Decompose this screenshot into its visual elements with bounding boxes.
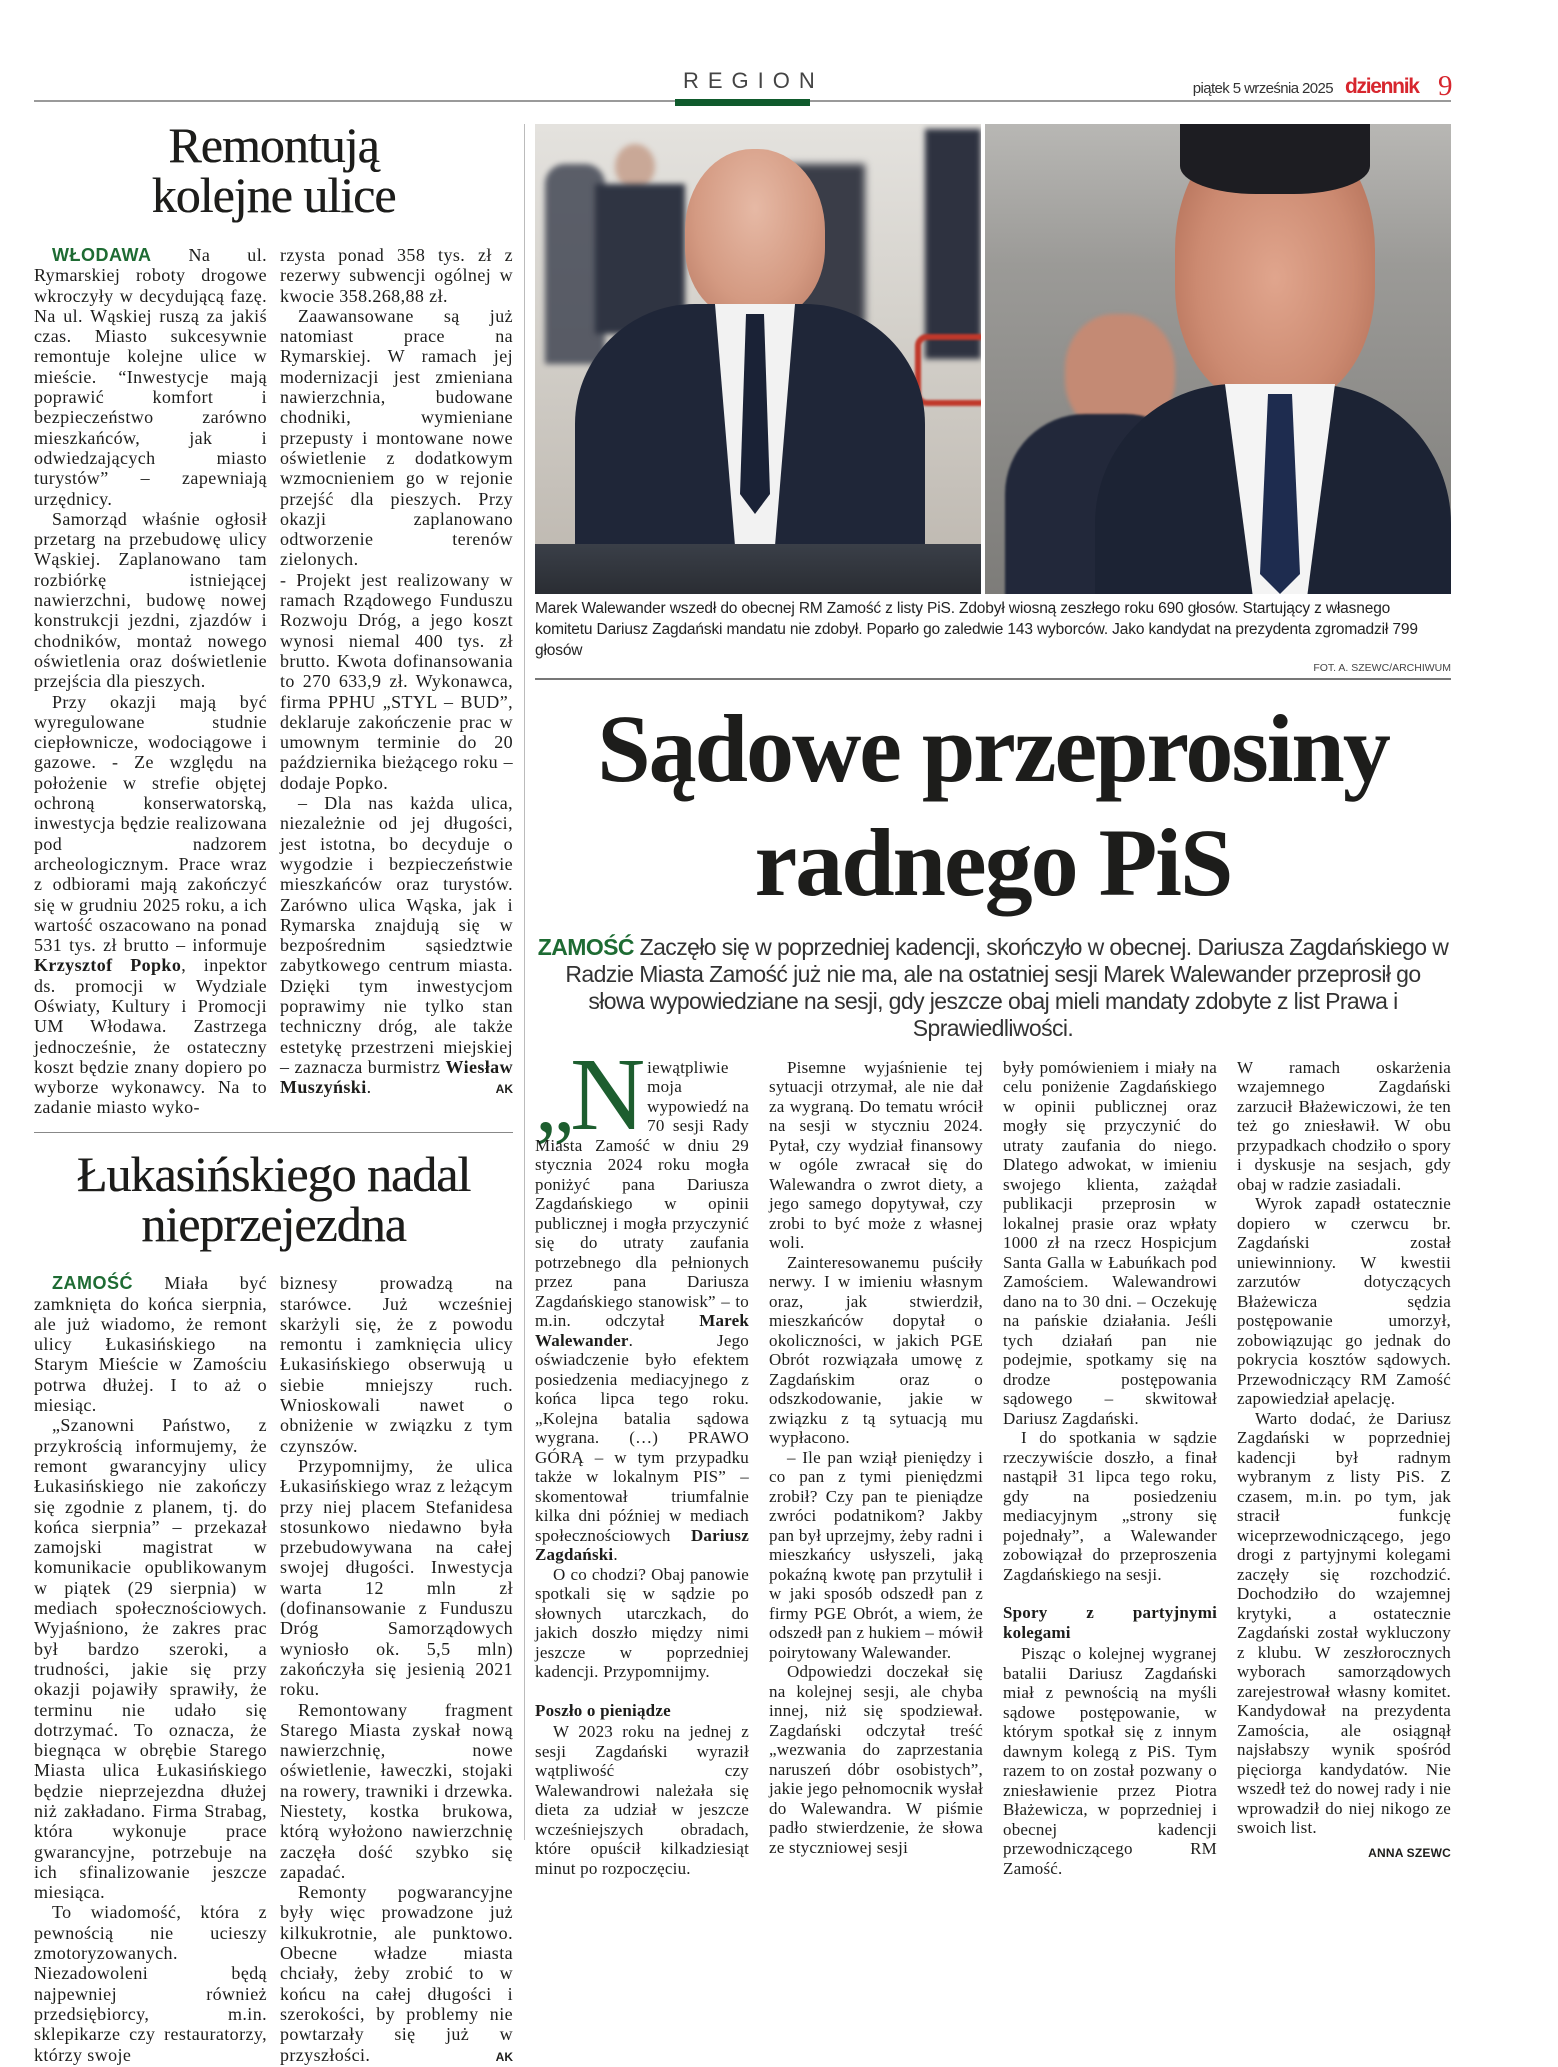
article-column	[34, 245, 267, 1118]
paragraph	[34, 245, 267, 509]
headline-line: radnego PiS	[754, 808, 1232, 916]
column-divider	[524, 124, 525, 1840]
paragraph	[280, 245, 513, 306]
author-initials: AK	[495, 1082, 513, 1097]
paragraph	[280, 570, 513, 793]
title-line: nieprzejezdna	[141, 1196, 406, 1253]
paragraph	[34, 1902, 267, 2064]
text-run: Zainteresowanemu puściły nerwy. I w imieniu własnym oraz, jak stwierdził, mieszkańców dopytał o okoliczności, w jakich PGE Obrót rozwiązała umowę z Zagdańskim oraz o odszkodowanie, jakie w związku z tą sytuacją mu wypłacono.	[769, 1252, 983, 1447]
text-run: Samorząd właśnie ogłosił przetarg na przebudowę ulicy Wąskiej. Zaplanowano tam rozbiórkę istniejącej nawierzchni, budowę nowej konstrukcji jezdni, zjazdów i chodników, montaż nowego oświetlenia oraz doświetlenie przejścia dla pieszych.	[34, 508, 267, 692]
paragraph	[1003, 1644, 1217, 1878]
photo-credit: FOT. A. SZEWC/ARCHIWUM	[1313, 662, 1451, 674]
lead-text: Zaczęło się w poprzedniej kadencji, skończyło w obecnej. Dariusza Zagdańskiego w Radzie Miasta Zamość już nie ma, ale na ostatniej sesji Marek Walewander przeprosił go słowa wypowiedziane na sesji, gdy jeszcze obaj mieli mandaty zdobyte z list Prawa i Sprawiedliwości.	[565, 933, 1449, 1041]
bold-name: Krzysztof Popko	[34, 955, 182, 976]
paragraph	[535, 1565, 749, 1682]
paragraph	[280, 1273, 513, 1456]
bold-name: Wiesław Muszyński	[280, 1056, 513, 1098]
article-lead	[535, 934, 1451, 1042]
photo-dariusz-zagdanski	[985, 124, 1451, 594]
article-column	[535, 1036, 749, 1879]
text-run: Na ul. Rymarskiej roboty drogowe wkroczyły w decydującą fazę. Na ul. Wąskiej ruszą za jakiś czas. Miasto sukcesywnie remontuje kolejne ulice w mieście. “Inwestycje mają poprawić komfort i bezpieczeństwo zarówno mieszkańców, jak i odwiedzających miasto turystów” – zapewniają urzędnicy.	[34, 245, 267, 509]
article-column	[34, 1273, 267, 2065]
text-run: rzysta ponad 358 tys. zł z rezerwy subwencji ogólnej w kwocie 358.268,88 zł.	[280, 245, 513, 306]
newspaper-logo: dziennik	[1345, 75, 1419, 98]
paragraph	[769, 1448, 983, 1663]
caption-rule	[535, 678, 1451, 680]
text-run: Przypomnijmy, że ulica Łukasińskiego wraz z leżącym przy niej placem Stefanidesa stosunkowo niedawno była przebudowywana na całej swojej długości. Inwestycja warta 12 mln zł (dofinansowanie z Funduszu Dróg Samorządowych wyniosło ok. 5,5 mln) zakończyła się jesienią 2021 roku.	[280, 1455, 513, 1700]
text-run: Przy okazji mają być wyregulowane studnie ciepłownicze, wodociągowe i gazowe. - Ze względu na położenie w strefie objętej ochroną konserwatorską, inwestycja będzie realizowana pod nadzorem archeologicznym. Prace wraz z odbiorami mają zakończyć się w grudniu 2025 roku, a ich wartość oszacowano na ponad 531 tys. zł brutto – informuje	[34, 691, 267, 956]
text-run: Pisemne wyjaśnienie tej sytuacji otrzymał, ale nie dał za wygraną. Do tematu wrócił na sesji w styczniu 2024. Pytał, czy wydział finansowy w ogóle zwracał się do Walewandra o zwrot diety, a jego samego dopytywał, czy zrobi to być może z własnej woli.	[769, 1057, 983, 1252]
article-column	[1003, 1058, 1217, 1879]
article-title-lukasinskiego	[34, 1146, 513, 1253]
lead-dateline: ZAMOŚĆ	[537, 933, 634, 960]
text-run: „Szanowni Państwo, z przykrością informujemy, że remont gwarancyjny ulicy Łukasińskiego nie zakończy się zgodnie z planem, tj. do końca sierpnia” – przekazał zamojski magistrat w komunikacie opublikowanym w piątek (29 sierpnia) w mediach społecznościowych. Wyjaśniono, że zakres prac był bardzo szeroki, a trudności, jakie się przy okazji pojawiły sprawiły, że terminu nie udało się dotrzymać. To oznacza, że biegnąca w obrębie Starego Miasta ulica Łukasińskiego będzie nieprzejezdna dłużej niż zakładano. Firma Strabag, która wykonuje prace gwarancyjne, potrzebuje na ich sfinalizowanie jeszcze miesiąca.	[34, 1415, 267, 1903]
text-run: . Jego oświadczenie było efektem posiedzenia mediacyjnego z końca lipca tego roku. „Kolejna batalia sądowa wygrana. (…) PRAWO GÓRĄ – w tym przypadku także w lokalnym PIS” – skomentował triumfalnie kilka dni później w mediach społecznościowych	[535, 1330, 749, 1545]
paragraph	[1237, 1058, 1451, 1195]
text-run: To wiadomość, która z pewnością nie ucieszy zmotoryzowanych. Niezadowoleni będą najpewniej również przedsiębiorcy, m.in. sklepikarze czy restauratorzy, którzy swoje	[34, 1902, 267, 2065]
left-section	[34, 117, 513, 2067]
article-column	[1237, 1058, 1451, 1864]
article-columns	[535, 1036, 1451, 1879]
headline-line: Sądowe przeprosiny	[597, 694, 1389, 802]
text-run: Remontowany fragment Starego Miasta zyskał nową nawierzchnię, nowe oświetlenie, ławeczki, stojaki na rowery, trawniki i drzewka. Niestety, kostka brukowa, którą wyłożono nawierzchnię zaczęła dość szybko się zapadać.	[280, 1699, 513, 1882]
text-run: iewątpliwie moja wypowiedź na 70 sesji Rady Miasta Zamość w dniu 29 stycznia 2024 roku mogła poniżyć pana Dariusza Zagdańskiego w opinii publicznej i mogła przyczynić się do utraty zaufania potrzebnego dla pełnionych przez pana Dariusza Zagdańskiego stanowisk” – to m.in. odczytał	[535, 1057, 749, 1330]
paragraph	[1237, 1194, 1451, 1409]
paragraph	[1237, 1409, 1451, 1838]
text-run: .	[613, 1545, 618, 1564]
author-initials: AK	[495, 2049, 513, 2064]
drop-cap-letter: N	[570, 1036, 642, 1152]
article-column	[280, 1273, 513, 2067]
paragraph	[535, 1722, 749, 1878]
bold-name: Marek Walewander	[535, 1311, 749, 1350]
page-number: 9	[1438, 70, 1453, 102]
text-run: Warto dodać, że Dariusz Zagdański w poprzedniej kadencji był radnym wybranym z listy PiS. Z czasem, m.in. po tym, jak stracił funkcję wiceprzewodniczącego, jego drogi z partyjnymi kolegami zaczęły się rozchodzić. Dochodziło do wzajemnej krytyki, a ostatecznie Zagdański został wykluczony z klubu. W zeszłorocznych wyborach samorządowych zarejestrował własny komitet. Kandydował na prezydenta Zamościa, ale osiągnął najsłabszy wynik spośród pięciorga kandydatów. Nie wszedł też do nowej rady i nie wprowadził do niej nikogo ze swoich list.	[1237, 1408, 1451, 1837]
text-run: .	[366, 1077, 372, 1098]
section-label: REGION	[683, 68, 824, 93]
author-byline: ANNA SZEWC	[1368, 1845, 1451, 1860]
text-run: biznesy prowadzą na starówce. Już wcześniej skarżyli się, że z powodu remontu i zamknięcia ulicy Łukasińskiego obserwują u siebie mniejszy ruch. Wnioskowali nawet o obniżenie w związku z tym czynszów.	[280, 1273, 513, 1456]
text-run: Remonty pogwarancyjne były więc prowadzone już kilkukrotnie, ale punktowo. Obecne władze miasta chciały, żeby zrobić to w końcu na całej długości i szerokości, by problemy nie powtarzały się już w przyszłości.	[280, 1882, 513, 2065]
paragraph	[769, 1058, 983, 1253]
bold-name: Dariusz Zagdański	[535, 1525, 749, 1564]
dateline: ZAMOŚĆ	[52, 1273, 133, 1294]
text-run: – Dla nas każda ulica, niezależnie od jej długości, jest istotna, bo decyduje o wygodzie i bezpieczeństwie mieszkańców oraz turystów. Zarówno ulica Wąska, jak i Rymarska znajdują się w bezpośrednim sąsiedztwie zabytkowego centrum miasta. Dzięki tym inwestycjom poprawimy nie tylko stan techniczny dróg, ale także estetykę przestrzeni miejskiej – zaznacza burmistrz	[280, 793, 513, 1077]
paragraph	[34, 1415, 267, 1902]
text-run: były pomówieniem i miały na celu poniżenie Zagdańskiego w opinii publicznej oraz mogły się przyczynić do utraty zaufania do niego. Dlatego adwokat, w imieniu swojego klienta, zażądał publikacji przeprosin w lokalnej prasie oraz wpłaty 1000 zł na rzecz Hospicjum Santa Galla w Łabuńkach pod Zamościem. Walewandrowi dano na to 30 dni. – Oczekuję na pańskie działania. Jeśli tych działań pan nie podejmie, spotkamy się na drodze postępowania sądowego – skwitował Dariusz Zagdański.	[1003, 1057, 1217, 1428]
drop-cap	[535, 1036, 642, 1152]
text-run: , inpektor ds. promocji w Wydziale Oświaty, Kultury i Promocji UM Włodawa. Zastrzega jednocześnie, że ostateczny koszt będzie znany dopiero po wyborze wykonawcy. Na to zadanie miasto wyko-	[34, 955, 267, 1118]
paragraph	[34, 509, 267, 692]
text-run: Zaawansowane są już natomiast prace na Rymarskiej. W ramach jej modernizacji jest zmieniana nawierzchnia, budowane chodniki, wymieniane przepusty i montowane nowe oświetlenie z dodatkowym wzmocnieniem go w rejonie przejść dla pieszych. Przy okazji zaplanowano odtworzenie terenów zielonych.	[280, 305, 513, 570]
section-accent-bar	[675, 99, 810, 106]
article-divider	[34, 1132, 513, 1134]
text-run: O co chodzi? Obaj panowie spotkali się w sądzie po słownych utarczkach, do jakich doszło między nimi jeszcze w poprzedniej kadencji. Przypomnijmy.	[535, 1564, 749, 1681]
dateline: WŁODAWA	[52, 245, 152, 265]
text-run: Odpowiedzi doczekał się na kolejnej sesji, ale chyba innej, niż się spodziewał. Zagdański odczytał treść „wezwania do zaprzestania naruszeń dóbr osobistych”, jakie jego pełnomocnik wysłał do Walewandra. W piśmie padło stwierdzenie, że słowa ze styczniowej sesji	[769, 1662, 984, 1857]
title-line: kolejne ulice	[151, 167, 396, 223]
paragraph	[769, 1253, 983, 1448]
article-columns	[34, 245, 513, 1118]
text-run: – Ile pan wziął pieniędzy i co pan z tymi pieniędzmi zrobił? Czy pan te pieniądze zwróci podatnikom? Jakby pan był uprzejmy, żeby radni i mieszkańcy usłyszeli, jaką pokaźną kwotę pan przytulił i w jaki sposób odszedł pan z firmy PGE Obrót, a wiem, że odszedł pan z hukiem – mówił poirytowany Walewander.	[769, 1447, 983, 1662]
issue-date: piątek 5 września 2025	[1192, 80, 1333, 97]
subheading: Poszło o pieniądze	[535, 1700, 671, 1720]
photo-marek-walewander	[535, 124, 981, 594]
paragraph	[280, 306, 513, 570]
article-column	[280, 245, 513, 1099]
paragraph	[769, 1662, 983, 1857]
paragraph	[1003, 1058, 1217, 1429]
article-columns	[34, 1273, 513, 2067]
title-line: Remontują	[168, 117, 379, 173]
text-run: Wyrok zapadł ostatecznie dopiero w czerwcu br. Zagdański został uniewinniony. W kwestii zarzutów dotyczących Błażewicza sędzia postępowanie umorzył, zobowiązując go jednak do pokrycia kosztów sądowych. Przewodniczący RM Zamość zapowiedział apelację.	[1237, 1194, 1451, 1408]
text-run: Pisząc o kolejnej wygranej batalii Dariusz Zagdański miał z pewnością na myśli sądowe postępowanie, w którym spotkał się z innym dawnym kolegą z PiS. Tym razem to on został pozwany o zniesławienie przez Piotra Błażewicza, w poprzedniej i obecnej kadencji przewodniczącego RM Zamość.	[1003, 1644, 1217, 1878]
paragraph	[34, 692, 267, 1118]
main-article	[535, 124, 1451, 1918]
paragraph	[280, 1882, 513, 2067]
paragraph	[280, 1700, 513, 1883]
paragraph	[280, 1456, 513, 1700]
text-run: - Projekt jest realizowany w ramach Rządowego Funduszu Rozwoju Dróg, a jego koszt wynosi niemal 400 tys. zł brutto. Kwota dofinansowania to 270 633,9 zł. Wykonawca, firma PPHU „STYL – BUD”, deklaruje zakończenie prac w umownym terminie do 20 października bieżącego roku – dodaje Popko.	[280, 569, 513, 793]
paragraph	[1003, 1428, 1217, 1584]
photo-caption: Marek Walewander wszedł do obecnej RM Zamość z listy PiS. Zdobył wiosną zeszłego roku 690 głosów. Startujący z własnego komitetu Dariusz Zagdański mandatu nie zdobył. Poparło go zaledwie 143 wyborców. Jako kandydat na prezydenta zgromadził 799 głosów	[535, 600, 1418, 659]
drop-cap-quote: „	[535, 1053, 571, 1151]
main-headline	[535, 692, 1451, 920]
paragraph	[280, 793, 513, 1099]
title-line: Łukasińskiego nadal	[76, 1146, 471, 1203]
article-title-remontuja	[34, 117, 513, 223]
text-run: W 2023 roku na jednej z sesji Zagdański wyraził wątpliwość czy Walewandrowi należała się dieta za udział w jeszcze wcześniejszych obradach, które opuścił kilkadziesiąt minut po rozpoczęciu.	[535, 1722, 749, 1878]
photo-row	[535, 124, 1451, 594]
article-column	[769, 1058, 983, 1858]
paragraph	[34, 1273, 267, 1415]
text-run: I do spotkania w sądzie rzeczywiście doszło, a finał nastąpił 31 lipca tego roku, gdy na posiedzeniu mediacyjnym „strony się pojednały”, a Walewander zobowiązał do przeproszenia Zagdańskiego na sesji.	[1003, 1428, 1217, 1584]
paragraph	[535, 1036, 749, 1565]
text-run: Miała być zamknięta do końca sierpnia, ale już wiadomo, że remont ulicy Łukasińskiego na Starym Mieście w Zamościu potrwa dłużej. I to aż o miesiąc.	[34, 1273, 267, 1416]
text-run: W ramach oskarżenia wzajemnego Zagdański zarzucił Błażewiczowi, że ten też go zniesławił. W obu przypadkach chodziło o spory i dyskusje na sesjach, gdy obaj w radzie zasiadali.	[1237, 1057, 1451, 1194]
subheading: Spory z partyjnymi kolegami	[1003, 1603, 1217, 1642]
